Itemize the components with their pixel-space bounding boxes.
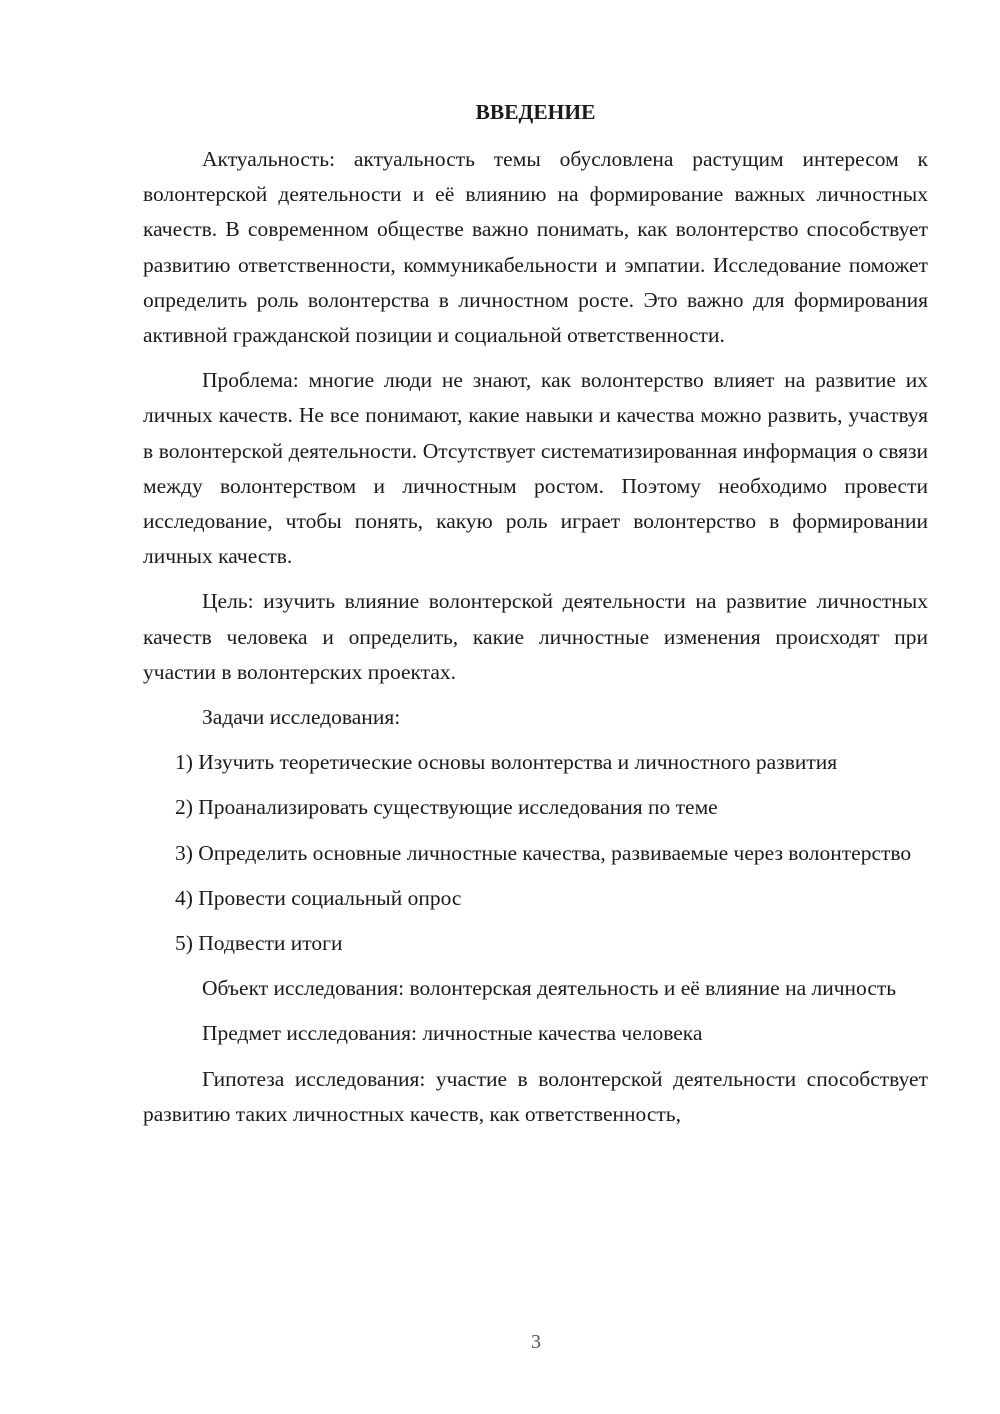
paragraph-goal: Цель: изучить влияние волонтерской деятельности на развитие личностных качеств человека и определить, какие личностные изменения происходят при участии в волонтерских проектах. xyxy=(143,589,928,684)
task-item-1: 1) Изучить теоретические основы волонтерства и личностного развития xyxy=(175,750,838,775)
paragraph-problem: Проблема: многие люди не знают, как волонтерство влияет на развитие их личных качеств. Не все понимают, какие навыки и качества можно развить, участвуя в волонтерской деятельности. Отсутствует систематизированная информация о связи между волонтерством и личностным ростом. Поэтому необходимо провести исследование, чтобы понять, какую роль играет волонтерство в формировании личных качеств. xyxy=(143,368,928,569)
document-page xyxy=(143,95,928,1142)
paragraph-hypothesis: Гипотеза исследования: участие в волонтерской деятельности способствует развитию таких личностных качеств, как ответственность, xyxy=(143,1066,928,1126)
task-item-5: 5) Подвести итоги xyxy=(175,931,343,956)
task-item-4: 4) Провести социальный опрос xyxy=(175,885,462,910)
task-item-3: 3) Определить основные личностные качества, развиваемые через волонтерство xyxy=(175,840,912,865)
paragraph-relevance: Актуальность: актуальность темы обусловлена растущим интересом к волонтерской деятельности и её влиянию на формирование важных личностных качеств. В современном обществе важно понимать, как волонтерство способствует развитию ответственности, коммуникабельности и эмпатии. Исследование поможет определить роль волонтерства в личностном росте. Это важно для формирования активной гражданской позиции и социальной ответственности. xyxy=(143,147,928,348)
tasks-heading: Задачи исследования: xyxy=(202,705,401,730)
task-item-2: 2) Проанализировать существующие исследования по теме xyxy=(175,795,718,820)
paragraph-object: Объект исследования: волонтерская деятельность и её влияние на личность xyxy=(202,976,897,1001)
page-number: 3 xyxy=(531,1331,541,1353)
paragraph-subject: Предмет исследования: личностные качества человека xyxy=(202,1021,703,1046)
page-title: ВВЕДЕНИЕ xyxy=(475,100,596,124)
